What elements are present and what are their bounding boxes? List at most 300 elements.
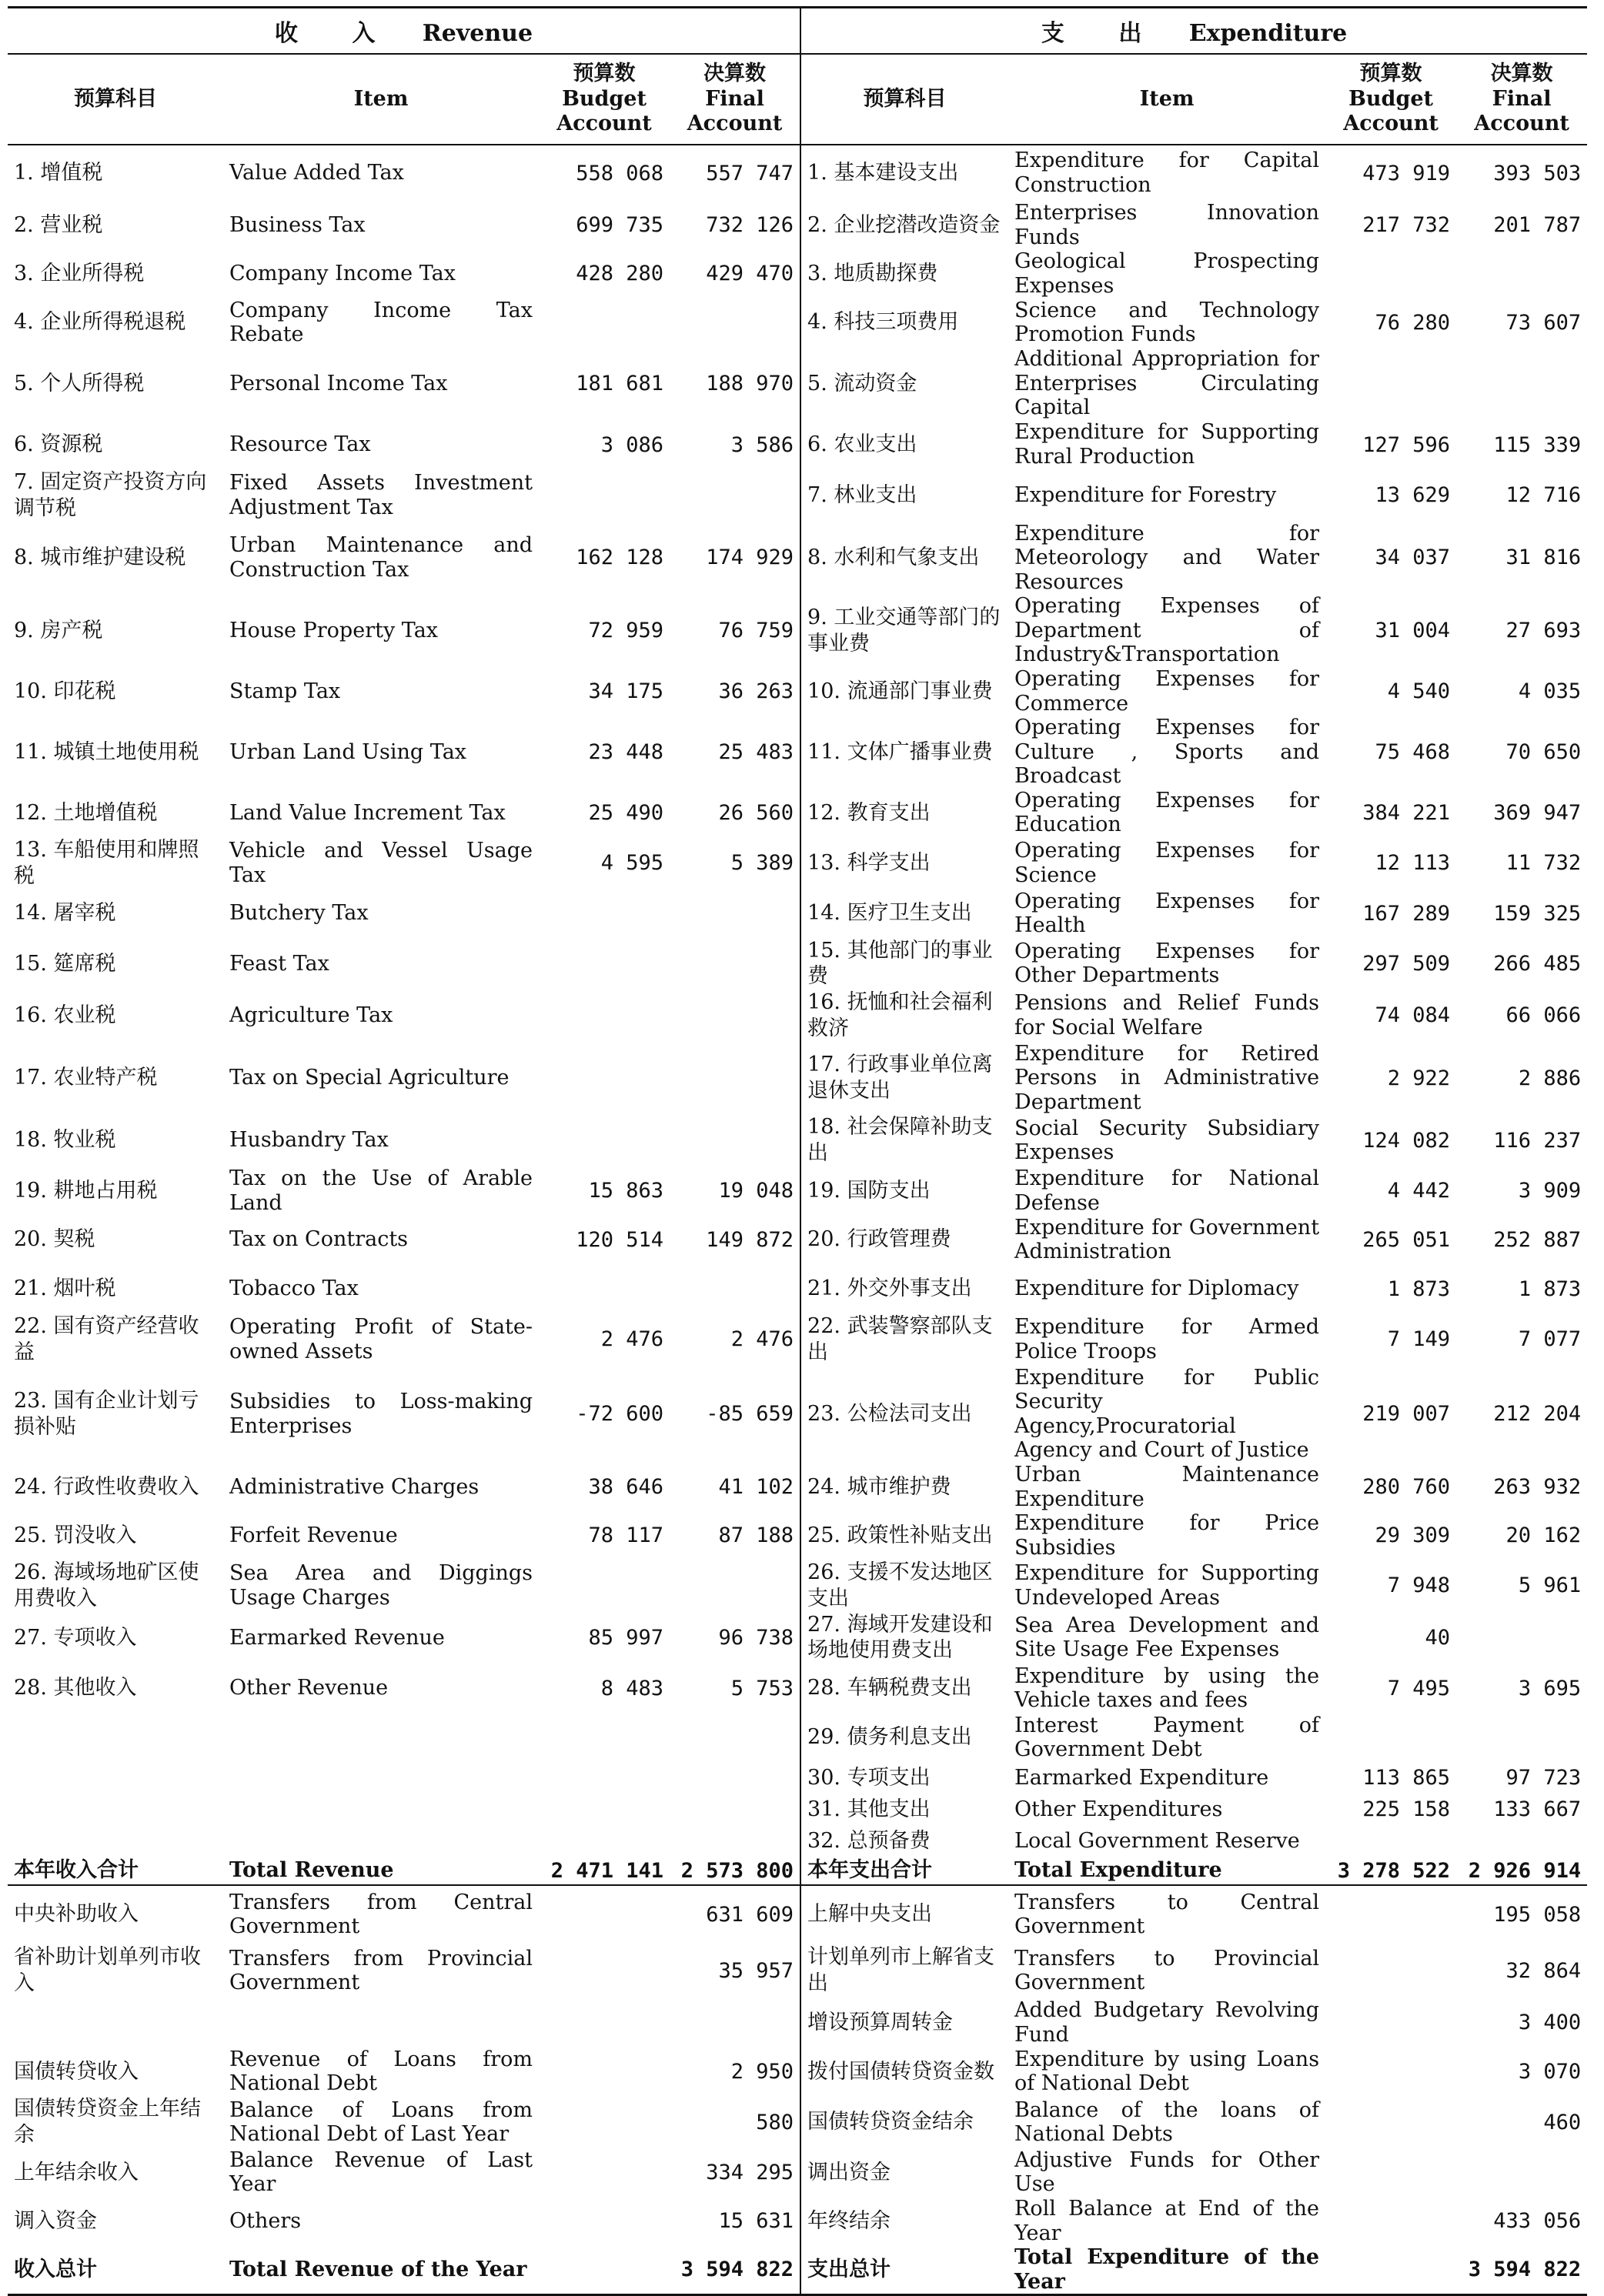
expenditure-budget: 384 221 <box>1362 800 1451 825</box>
expenditure-final <box>1456 1612 1587 1664</box>
expenditure-code: 13. 科学支出 <box>807 850 931 875</box>
expenditure-item: Sea Area Development and Site Usage Fee Expenses <box>1014 1613 1320 1662</box>
revenue-final: 174 929 <box>670 522 800 595</box>
table-row <box>8 2148 1587 2197</box>
expenditure-code: 调出资金 <box>807 2160 891 2184</box>
table-row <box>8 1264 1587 1313</box>
table-row <box>8 347 1587 420</box>
expenditure-code: 15. 其他部门的事业费 <box>807 938 993 989</box>
revenue-budget <box>539 889 670 938</box>
table-row <box>8 1825 1587 1857</box>
revenue-code: 1. 增值税 <box>14 161 103 185</box>
table-row <box>8 1560 1587 1612</box>
revenue-code: 国债转贷收入 <box>14 2059 139 2084</box>
expenditure-budget: 40 <box>1425 1625 1451 1650</box>
table-row <box>8 249 1587 298</box>
expenditure-final: 433 056 <box>1493 2209 1582 2234</box>
revenue-final: 3 586 <box>670 420 800 469</box>
expenditure-budget <box>1325 1943 1456 1998</box>
col-budget-item-zh: 预算科目 <box>8 54 223 145</box>
revenue-item: Urban Maintenance and Construction Tax <box>229 533 533 582</box>
expenditure-final: 27 693 <box>1505 619 1582 643</box>
expenditure-budget <box>1325 249 1456 298</box>
revenue-budget: 181 681 <box>576 372 663 396</box>
expenditure-budget: 124 082 <box>1362 1128 1451 1153</box>
expenditure-code: 25. 政策性补贴支出 <box>807 1523 993 1547</box>
table-row <box>8 938 1587 990</box>
revenue-code: 22. 国有资产经营收益 <box>14 1314 199 1364</box>
revenue-code: 3. 企业所得税 <box>14 261 145 285</box>
revenue-code: 调入资金 <box>14 2208 97 2233</box>
expenditure-budget: 7 948 <box>1387 1573 1451 1598</box>
revenue-final: 87 188 <box>670 1511 800 1560</box>
expenditure-final: 3 400 <box>1518 2011 1582 2035</box>
expenditure-item: Expenditure for Armed Police Troops <box>1014 1315 1320 1363</box>
revenue-item: Transfers from Central Government <box>229 1890 533 1939</box>
revenue-final <box>670 298 800 347</box>
revenue-code: 5. 个人所得税 <box>14 371 145 395</box>
revenue-item: Land Value Increment Tax <box>229 800 506 825</box>
expenditure-budget: 265 051 <box>1362 1227 1451 1252</box>
revenue-code: 9. 房产税 <box>14 618 103 642</box>
expenditure-final: 1 873 <box>1518 1276 1582 1301</box>
revenue-budget <box>539 1794 670 1825</box>
revenue-final: 15 631 <box>670 2197 800 2245</box>
revenue-code <box>8 1794 223 1825</box>
revenue-code: 8. 城市维护建设税 <box>14 546 186 570</box>
expenditure-final: 159 325 <box>1493 901 1582 926</box>
revenue-budget: 85 997 <box>588 1625 663 1650</box>
expenditure-final: 97 723 <box>1505 1766 1582 1790</box>
expenditure-budget: 76 280 <box>1375 310 1451 335</box>
expenditure-item: Science and Technology Promotion Funds <box>1014 298 1320 347</box>
revenue-budget: 72 959 <box>588 619 663 643</box>
table-row <box>8 1463 1587 1511</box>
expenditure-heading <box>800 8 1587 55</box>
col-final: 决算数 Final Account <box>670 54 800 145</box>
revenue-code: 27. 专项收入 <box>14 1625 137 1650</box>
expenditure-code: 24. 城市维护费 <box>807 1474 951 1499</box>
expenditure-final: 31 816 <box>1505 546 1582 570</box>
revenue-code: 省补助计划单列市收入 <box>14 1945 201 1996</box>
expenditure-code: 29. 债务利息支出 <box>807 1725 972 1750</box>
expenditure-final: 73 607 <box>1505 310 1582 335</box>
expenditure-code: 19. 国防支出 <box>807 1178 931 1203</box>
expenditure-final: 66 066 <box>1505 1003 1582 1028</box>
revenue-final <box>670 1264 800 1313</box>
expenditure-budget <box>1325 1713 1456 1762</box>
expenditure-budget: 473 919 <box>1362 161 1451 185</box>
expenditure-code: 22. 武装警察部队支出 <box>807 1314 993 1364</box>
expenditure-final: 12 716 <box>1505 483 1582 508</box>
expenditure-item: Pensions and Relief Funds for Social Welfare <box>1014 991 1320 1040</box>
revenue-budget <box>539 298 670 347</box>
revenue-final: 41 102 <box>670 1463 800 1511</box>
revenue-budget <box>539 2245 670 2295</box>
expenditure-item: Expenditure by using Loans of National Debt <box>1014 2047 1320 2096</box>
table-row <box>8 1794 1587 1825</box>
expenditure-final: 3 909 <box>1518 1179 1582 1203</box>
revenue-budget: 2 471 141 <box>539 1857 670 1885</box>
expenditure-code: 30. 专项支出 <box>807 1765 931 1790</box>
expenditure-budget: 29 309 <box>1375 1523 1451 1548</box>
revenue-item: Total Revenue <box>223 1857 539 1885</box>
expenditure-item: Other Expenditures <box>1014 1797 1223 1821</box>
expenditure-budget <box>1325 1825 1456 1857</box>
revenue-item: Resource Tax <box>229 432 371 457</box>
expenditure-budget: 34 037 <box>1375 546 1451 570</box>
revenue-final: -85 659 <box>670 1366 800 1463</box>
table-row <box>8 1713 1587 1762</box>
revenue-code: 19. 耕地占用税 <box>14 1178 158 1203</box>
revenue-budget <box>539 2096 670 2148</box>
table-body <box>8 145 1587 1885</box>
revenue-budget: 78 117 <box>588 1523 663 1548</box>
expenditure-final <box>1456 347 1587 420</box>
table-row <box>8 1511 1587 1560</box>
revenue-budget <box>539 1042 670 1115</box>
expenditure-item: Expenditure by using the Vehicle taxes and fees <box>1014 1664 1320 1713</box>
revenue-code: 13. 车船使用和牌照税 <box>14 838 199 888</box>
expenditure-budget: 2 922 <box>1387 1066 1451 1090</box>
expenditure-item: Operating Expenses for Science <box>1014 839 1320 887</box>
revenue-item: Subsidies to Loss-making Enterprises <box>229 1390 533 1438</box>
expenditure-item: Additional Appropriation for Enterprises Circulating Capital <box>1014 347 1320 420</box>
revenue-final: 26 560 <box>670 789 800 837</box>
revenue-code: 国债转贷资金上年结余 <box>14 2097 201 2147</box>
expenditure-budget: 167 289 <box>1362 901 1451 926</box>
table-row <box>8 522 1587 595</box>
revenue-item: Revenue of Loans from National Debt <box>229 2047 533 2096</box>
expenditure-code: 上解中央支出 <box>807 1902 933 1927</box>
table-row <box>8 667 1587 716</box>
revenue-code: 12. 土地增值税 <box>14 800 158 825</box>
expenditure-code: 20. 行政管理费 <box>807 1227 951 1252</box>
expenditure-item: Roll Balance at End of the Year <box>1014 2197 1320 2245</box>
revenue-item <box>223 1762 539 1794</box>
revenue-budget: 2 476 <box>600 1327 663 1352</box>
revenue-budget <box>539 1943 670 1998</box>
expenditure-budget: 4 442 <box>1387 1179 1451 1203</box>
revenue-heading-zh: 收 入 <box>275 20 399 47</box>
expenditure-final <box>1456 1825 1587 1857</box>
expenditure-budget: 280 760 <box>1362 1475 1451 1499</box>
table-row <box>8 2245 1587 2295</box>
revenue-item: Other Revenue <box>229 1676 389 1700</box>
expenditure-code: 计划单列市上解省支出 <box>807 1945 995 1996</box>
expenditure-item: Social Security Subsidiary Expenses <box>1014 1116 1320 1165</box>
table-row <box>8 298 1587 347</box>
expenditure-code: 7. 林业支出 <box>807 482 917 507</box>
expenditure-budget: 4 540 <box>1387 679 1451 704</box>
revenue-budget <box>539 2148 670 2197</box>
expenditure-budget: 13 629 <box>1375 483 1451 508</box>
expenditure-item: Total Expenditure <box>1008 1857 1325 1885</box>
revenue-final: 35 957 <box>670 1943 800 1998</box>
expenditure-code: 17. 行政事业单位离退休支出 <box>807 1053 993 1103</box>
revenue-item: Sea Area and Diggings Usage Charges <box>229 1561 533 1610</box>
revenue-item: Forfeit Revenue <box>229 1523 398 1547</box>
expenditure-budget <box>1325 2047 1456 2096</box>
expenditure-final: 393 503 <box>1493 161 1582 185</box>
expenditure-final: 2 886 <box>1518 1066 1582 1090</box>
expenditure-item: Expenditure for Retired Persons in Administrative Department <box>1014 1041 1320 1114</box>
revenue-code: 15. 筵席税 <box>14 951 116 976</box>
revenue-final: 631 609 <box>670 1885 800 1943</box>
revenue-final <box>670 1762 800 1794</box>
revenue-item: Value Added Tax <box>229 161 404 185</box>
revenue-budget <box>539 1264 670 1313</box>
expenditure-code: 23. 公检法司支出 <box>807 1401 972 1426</box>
col-item: Item <box>1008 54 1325 145</box>
expenditure-code: 8. 水利和气象支出 <box>807 546 980 570</box>
revenue-budget: 3 086 <box>600 432 663 457</box>
expenditure-code: 国债转贷资金结余 <box>807 2110 974 2134</box>
table-row <box>8 1762 1587 1794</box>
expenditure-item: Geological Prospecting Expenses <box>1014 249 1320 298</box>
revenue-item: Stamp Tax <box>229 679 341 703</box>
revenue-final <box>670 938 800 990</box>
expenditure-budget: 1 873 <box>1387 1276 1451 1301</box>
revenue-item: Tax on Special Agriculture <box>229 1066 510 1090</box>
expenditure-final: 3 695 <box>1518 1676 1582 1700</box>
revenue-budget <box>539 989 670 1042</box>
revenue-budget <box>539 1713 670 1762</box>
expenditure-code: 3. 地质勘探费 <box>807 261 938 285</box>
expenditure-item: Interest Payment of Government Debt <box>1014 1713 1320 1762</box>
expenditure-final: 115 339 <box>1493 432 1582 457</box>
expenditure-final: 20 162 <box>1505 1523 1582 1548</box>
expenditure-item: Operating Expenses for Education <box>1014 788 1320 837</box>
expenditure-budget: 7 149 <box>1387 1327 1451 1352</box>
revenue-item: Agriculture Tax <box>229 1003 393 1028</box>
expenditure-budget: 31 004 <box>1375 619 1451 643</box>
revenue-item: Tobacco Tax <box>229 1276 359 1301</box>
revenue-code: 4. 企业所得税退税 <box>14 310 186 335</box>
expenditure-final: 369 947 <box>1493 800 1582 825</box>
expenditure-item: Transfers to Provincial Government <box>1014 1946 1320 1995</box>
expenditure-final: 3 070 <box>1518 2059 1582 2084</box>
expenditure-budget <box>1325 1885 1456 1943</box>
expenditure-code: 12. 教育支出 <box>807 800 931 825</box>
revenue-budget: 8 483 <box>600 1676 663 1700</box>
expenditure-code: 11. 文体广播事业费 <box>807 739 993 764</box>
expenditure-final <box>1456 1713 1587 1762</box>
revenue-budget <box>539 938 670 990</box>
revenue-code: 25. 罚没收入 <box>14 1523 137 1547</box>
expenditure-final: 266 485 <box>1493 951 1582 976</box>
table-row <box>8 1664 1587 1713</box>
revenue-final: 96 738 <box>670 1612 800 1664</box>
table-row <box>8 1042 1587 1115</box>
revenue-item: Feast Tax <box>229 951 329 976</box>
revenue-code: 23. 国有企业计划亏损补贴 <box>14 1389 199 1439</box>
expenditure-final: 3 594 822 <box>1456 2245 1587 2295</box>
expenditure-item: Operating Expenses for Health <box>1014 889 1320 938</box>
expenditure-code: 31. 其他支出 <box>807 1797 931 1821</box>
revenue-item <box>223 1713 539 1762</box>
revenue-item: Tax on the Use of Arable Land <box>229 1166 533 1215</box>
revenue-final <box>670 1713 800 1762</box>
revenue-budget: 34 175 <box>588 679 663 704</box>
table-row <box>8 989 1587 1042</box>
revenue-code: 2. 营业税 <box>14 212 103 237</box>
expenditure-item: Expenditure for Price Subsidies <box>1014 1511 1320 1560</box>
revenue-item: Others <box>229 2208 302 2233</box>
expenditure-code: 2. 企业挖潜改造资金 <box>807 212 1001 237</box>
table-row <box>8 1885 1587 1943</box>
revenue-code: 24. 行政性收费收入 <box>14 1474 199 1499</box>
table-row <box>8 2096 1587 2148</box>
expenditure-budget: 127 596 <box>1362 432 1451 457</box>
expenditure-final: 195 058 <box>1493 1902 1582 1927</box>
expenditure-heading-en: Expenditure <box>1188 20 1348 47</box>
revenue-item: Balance of Loans from National Debt of Last Year <box>229 2097 533 2147</box>
revenue-item: Earmarked Revenue <box>229 1625 445 1650</box>
expenditure-final: 252 887 <box>1493 1227 1582 1252</box>
revenue-final: 429 470 <box>670 249 800 298</box>
expenditure-final: 11 732 <box>1505 851 1582 876</box>
table-row <box>8 2047 1587 2096</box>
expenditure-item: Expenditure for Public Security Agency,Procuratorial Agency and Court of Justice <box>1014 1365 1320 1463</box>
table-row <box>8 1313 1587 1366</box>
revenue-code: 14. 屠宰税 <box>14 901 116 926</box>
expenditure-item: Expenditure for National Defense <box>1014 1166 1320 1215</box>
expenditure-code: 增设预算周转金 <box>807 2010 954 2034</box>
revenue-code: 上年结余收入 <box>14 2160 139 2184</box>
expenditure-code: 14. 医疗卫生支出 <box>807 901 972 926</box>
expenditure-budget: 225 158 <box>1362 1797 1451 1822</box>
expenditure-code: 21. 外交外事支出 <box>807 1276 972 1301</box>
expenditure-code: 6. 农业支出 <box>807 432 917 457</box>
revenue-code: 10. 印花税 <box>14 679 116 703</box>
expenditure-final: 4 035 <box>1518 679 1582 704</box>
expenditure-item: Expenditure for Meteorology and Water Resources <box>1014 521 1320 594</box>
revenue-final <box>670 1042 800 1115</box>
revenue-item <box>223 1825 539 1857</box>
expenditure-budget <box>1325 2197 1456 2245</box>
revenue-item <box>223 1998 539 2047</box>
revenue-budget <box>539 1825 670 1857</box>
revenue-final: 188 970 <box>670 347 800 420</box>
revenue-budget: 23 448 <box>588 740 663 765</box>
expenditure-item: Transfers to Central Government <box>1014 1890 1320 1939</box>
revenue-final <box>670 1825 800 1857</box>
revenue-final: 2 950 <box>670 2047 800 2096</box>
table-row <box>8 420 1587 469</box>
expenditure-item: Expenditure for Supporting Undeveloped Areas <box>1014 1561 1320 1610</box>
table-row <box>8 1114 1587 1166</box>
expenditure-final: 212 204 <box>1493 1402 1582 1427</box>
revenue-final: 5 753 <box>670 1664 800 1713</box>
expenditure-item: Expenditure for Capital Construction <box>1014 149 1320 197</box>
col-budget: 预算数 Budget Account <box>539 54 670 145</box>
expenditure-item: Balance of the loans of National Debts <box>1014 2097 1320 2147</box>
revenue-item: Husbandry Tax <box>229 1128 389 1153</box>
expenditure-item: Expenditure for Supporting Rural Production <box>1014 420 1320 469</box>
expenditure-item: Total Expenditure of the Year <box>1008 2245 1325 2295</box>
revenue-final: 557 747 <box>670 145 800 201</box>
expenditure-budget: 219 007 <box>1362 1402 1451 1427</box>
expenditure-item: Operating Expenses of Department of Industry&Transportation <box>1014 594 1320 667</box>
revenue-item: Balance Revenue of Last Year <box>229 2147 533 2197</box>
expenditure-code: 9. 工业交通等部门的事业费 <box>807 605 1001 656</box>
col-budget-item-zh: 预算科目 <box>800 54 1008 145</box>
table-row <box>8 1857 1587 1885</box>
expenditure-budget: 217 732 <box>1362 213 1451 238</box>
revenue-item: Butchery Tax <box>229 901 369 926</box>
revenue-budget: 162 128 <box>576 546 663 570</box>
expenditure-item: Local Government Reserve <box>1014 1828 1300 1853</box>
revenue-final: 5 389 <box>670 837 800 889</box>
table-row <box>8 201 1587 249</box>
expenditure-budget: 74 084 <box>1375 1003 1451 1028</box>
revenue-code <box>8 1713 223 1762</box>
col-final: 决算数 Final Account <box>1456 54 1587 145</box>
revenue-budget <box>539 1560 670 1612</box>
revenue-code: 中央补助收入 <box>14 1902 139 1927</box>
revenue-budget: 428 280 <box>576 262 663 286</box>
expenditure-code: 26. 支援不发达地区支出 <box>807 1560 993 1610</box>
expenditure-item: Added Budgetary Revolving Fund <box>1014 1998 1320 2047</box>
revenue-budget <box>539 1998 670 2047</box>
table-row <box>8 145 1587 201</box>
revenue-budget <box>539 1885 670 1943</box>
expenditure-final: 5 961 <box>1518 1573 1582 1598</box>
expenditure-budget: 75 468 <box>1375 740 1451 765</box>
expenditure-code: 27. 海域开发建设和场地使用费支出 <box>807 1612 993 1663</box>
expenditure-item: Earmarked Expenditure <box>1014 1765 1269 1790</box>
expenditure-code: 4. 科技三项费用 <box>807 310 959 335</box>
revenue-code: 26. 海域场地矿区使用费收入 <box>14 1560 199 1610</box>
expenditure-budget <box>1325 1998 1456 2047</box>
expenditure-final: 32 864 <box>1505 1958 1582 1983</box>
expenditure-final <box>1456 2148 1587 2197</box>
table-row <box>8 837 1587 889</box>
table-row <box>8 594 1587 667</box>
revenue-budget: 4 595 <box>600 851 663 876</box>
expenditure-final: 116 237 <box>1493 1128 1582 1153</box>
expenditure-item: Expenditure for Forestry <box>1014 483 1277 507</box>
expenditure-final: 70 650 <box>1505 740 1582 765</box>
revenue-final <box>670 469 800 522</box>
revenue-code: 28. 其他收入 <box>14 1676 137 1700</box>
revenue-final: 2 476 <box>670 1313 800 1366</box>
expenditure-budget: 297 509 <box>1362 951 1451 976</box>
revenue-final: 334 295 <box>670 2148 800 2197</box>
revenue-item: Tax on Contracts <box>229 1227 409 1252</box>
revenue-code <box>8 1762 223 1794</box>
expenditure-budget: 113 865 <box>1362 1766 1451 1790</box>
revenue-code: 21. 烟叶税 <box>14 1276 116 1301</box>
revenue-item: Vehicle and Vessel Usage Tax <box>229 839 533 887</box>
expenditure-item: Expenditure for Diplomacy <box>1014 1276 1299 1301</box>
table-row <box>8 2197 1587 2245</box>
col-item: Item <box>223 54 539 145</box>
revenue-item: Fixed Assets Investment Adjustment Tax <box>229 471 533 519</box>
revenue-heading <box>8 8 800 55</box>
revenue-code: 11. 城镇土地使用税 <box>14 739 199 764</box>
expenditure-item: Expenditure for Government Administration <box>1014 1215 1320 1264</box>
table-row <box>8 889 1587 938</box>
table-row <box>8 1215 1587 1264</box>
revenue-budget: 25 490 <box>588 800 663 825</box>
expenditure-final: 7 077 <box>1518 1327 1582 1352</box>
expenditure-budget: 7 495 <box>1387 1676 1451 1700</box>
expenditure-budget: 12 113 <box>1375 851 1451 876</box>
revenue-budget <box>539 2197 670 2245</box>
revenue-budget <box>539 2047 670 2096</box>
